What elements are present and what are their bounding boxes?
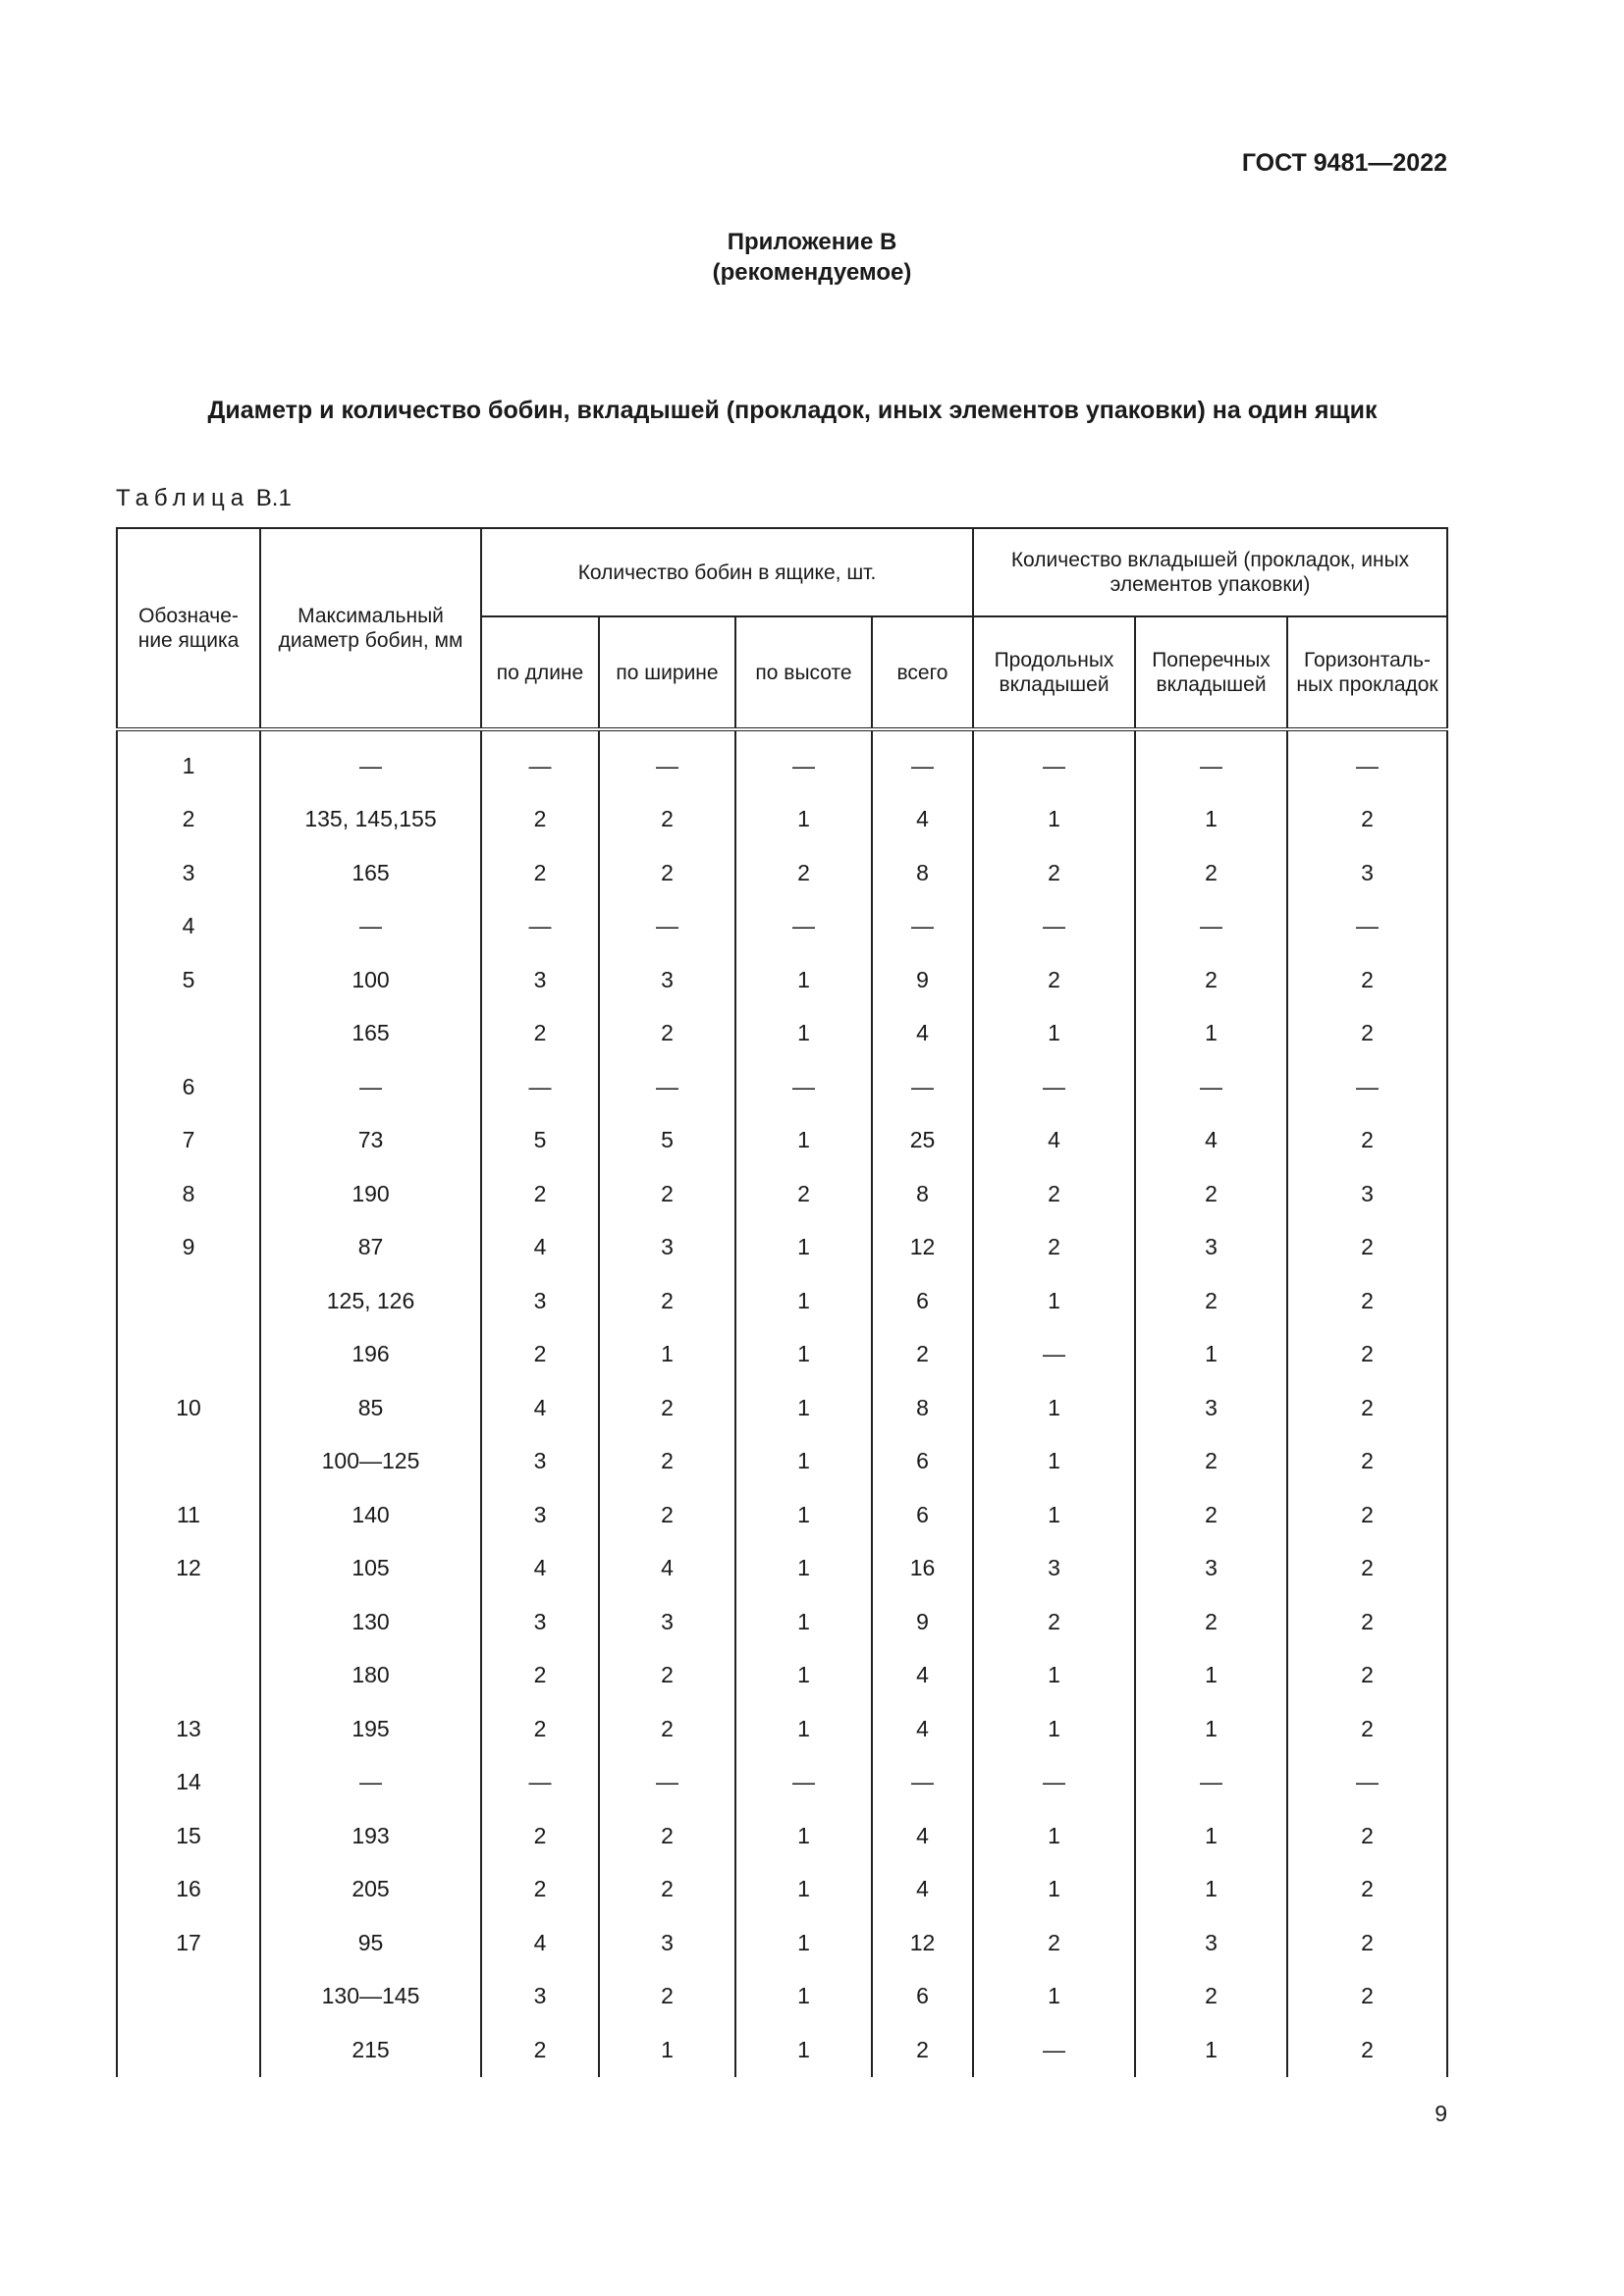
cell-transverse: 2 xyxy=(1135,1595,1287,1649)
cell-length: 4 xyxy=(481,1381,599,1435)
cell-box: 9 xyxy=(117,1221,260,1275)
cell-transverse: — xyxy=(1135,729,1287,793)
cell-total: 6 xyxy=(872,1970,973,2024)
cell-total: 8 xyxy=(872,846,973,900)
cell-length: 2 xyxy=(481,1007,599,1061)
cell-total: 9 xyxy=(872,1595,973,1649)
cell-longitudinal: 1 xyxy=(973,1488,1135,1542)
cell-horizontal: 2 xyxy=(1287,1542,1447,1596)
table-caption-word: Таблица xyxy=(116,485,250,511)
cell-transverse: 2 xyxy=(1135,846,1287,900)
cell-horizontal: 2 xyxy=(1287,1274,1447,1328)
cell-horizontal: 2 xyxy=(1287,1595,1447,1649)
table-row xyxy=(117,1114,1447,1168)
table-row xyxy=(117,1274,1447,1328)
cell-horizontal: 2 xyxy=(1287,1488,1447,1542)
table-row xyxy=(117,1702,1447,1756)
cell-width: 2 xyxy=(599,1167,735,1221)
table-row xyxy=(117,1809,1447,1863)
cell-box: 4 xyxy=(117,900,260,954)
cell-transverse: 3 xyxy=(1135,1221,1287,1275)
cell-height: 1 xyxy=(735,1863,872,1917)
cell-total: 4 xyxy=(872,1649,973,1703)
cell-longitudinal: — xyxy=(973,900,1135,954)
cell-box: 10 xyxy=(117,1381,260,1435)
cell-width: 5 xyxy=(599,1114,735,1168)
table-row xyxy=(117,1542,1447,1596)
cell-total: 8 xyxy=(872,1381,973,1435)
cell-box xyxy=(117,2023,260,2077)
document-code: ГОСТ 9481—2022 xyxy=(1241,149,1447,177)
cell-width: — xyxy=(599,1756,735,1810)
cell-width: 3 xyxy=(599,953,735,1007)
cell-longitudinal: 1 xyxy=(973,793,1135,847)
cell-box: 13 xyxy=(117,1702,260,1756)
cell-length: 5 xyxy=(481,1114,599,1168)
cell-diameter: 190 xyxy=(260,1167,481,1221)
cell-box: 16 xyxy=(117,1863,260,1917)
cell-horizontal: 2 xyxy=(1287,1007,1447,1061)
cell-box: 14 xyxy=(117,1756,260,1810)
header-bobbins-group: Количество бобин в ящике, шт. xyxy=(481,528,973,616)
cell-length: 2 xyxy=(481,846,599,900)
cell-longitudinal: 1 xyxy=(973,1435,1135,1489)
cell-height: 1 xyxy=(735,1916,872,1970)
cell-width: 2 xyxy=(599,1809,735,1863)
cell-height: 2 xyxy=(735,1167,872,1221)
table-row xyxy=(117,1863,1447,1917)
cell-width: 2 xyxy=(599,1007,735,1061)
cell-box: 17 xyxy=(117,1916,260,1970)
table-row xyxy=(117,1488,1447,1542)
cell-height: 1 xyxy=(735,793,872,847)
cell-diameter: 196 xyxy=(260,1328,481,1382)
cell-height: 1 xyxy=(735,2023,872,2077)
cell-transverse: 3 xyxy=(1135,1381,1287,1435)
cell-height: 1 xyxy=(735,1007,872,1061)
cell-longitudinal: 2 xyxy=(973,1221,1135,1275)
header-horizontal: Горизонталь-ных прокладок xyxy=(1287,616,1447,729)
cell-horizontal: — xyxy=(1287,1756,1447,1810)
table-row xyxy=(117,1435,1447,1489)
cell-horizontal: 3 xyxy=(1287,1167,1447,1221)
cell-transverse: 1 xyxy=(1135,1809,1287,1863)
cell-length: — xyxy=(481,1060,599,1114)
cell-box xyxy=(117,1595,260,1649)
cell-longitudinal: 2 xyxy=(973,846,1135,900)
cell-height: — xyxy=(735,729,872,793)
cell-height: 1 xyxy=(735,1114,872,1168)
cell-total: 2 xyxy=(872,1328,973,1382)
appendix-title: Приложение В xyxy=(727,229,897,255)
cell-width: 4 xyxy=(599,1542,735,1596)
cell-box: 3 xyxy=(117,846,260,900)
cell-length: 4 xyxy=(481,1221,599,1275)
cell-length: 2 xyxy=(481,1702,599,1756)
cell-horizontal: 2 xyxy=(1287,1916,1447,1970)
cell-transverse: 3 xyxy=(1135,1542,1287,1596)
cell-height: — xyxy=(735,900,872,954)
cell-total: — xyxy=(872,1756,973,1810)
cell-diameter: 85 xyxy=(260,1381,481,1435)
cell-diameter: 205 xyxy=(260,1863,481,1917)
cell-total: — xyxy=(872,900,973,954)
cell-diameter: 135, 145,155 xyxy=(260,793,481,847)
cell-box: 1 xyxy=(117,729,260,793)
cell-longitudinal: 2 xyxy=(973,953,1135,1007)
cell-height: 1 xyxy=(735,1488,872,1542)
cell-box: 7 xyxy=(117,1114,260,1168)
cell-horizontal: — xyxy=(1287,729,1447,793)
cell-diameter: 165 xyxy=(260,846,481,900)
cell-total: 12 xyxy=(872,1916,973,1970)
cell-longitudinal: 1 xyxy=(973,1007,1135,1061)
cell-width: 2 xyxy=(599,846,735,900)
cell-total: 16 xyxy=(872,1542,973,1596)
cell-total: 4 xyxy=(872,793,973,847)
cell-box: 15 xyxy=(117,1809,260,1863)
cell-transverse: 1 xyxy=(1135,2023,1287,2077)
page-number: 9 xyxy=(1435,2101,1447,2126)
table-row xyxy=(117,953,1447,1007)
table-row xyxy=(117,846,1447,900)
cell-longitudinal: 1 xyxy=(973,1649,1135,1703)
cell-width: 2 xyxy=(599,793,735,847)
cell-longitudinal: 1 xyxy=(973,1863,1135,1917)
cell-transverse: — xyxy=(1135,1060,1287,1114)
cell-horizontal: — xyxy=(1287,1060,1447,1114)
table-caption-number: В.1 xyxy=(255,485,292,511)
table-row xyxy=(117,1916,1447,1970)
cell-height: — xyxy=(735,1756,872,1810)
cell-length: 3 xyxy=(481,1595,599,1649)
cell-height: 1 xyxy=(735,953,872,1007)
cell-diameter: 100 xyxy=(260,953,481,1007)
cell-diameter: 130—145 xyxy=(260,1970,481,2024)
cell-diameter: 105 xyxy=(260,1542,481,1596)
cell-diameter: 140 xyxy=(260,1488,481,1542)
header-length: по длине xyxy=(481,616,599,729)
cell-length: 2 xyxy=(481,2023,599,2077)
cell-longitudinal: 2 xyxy=(973,1916,1135,1970)
appendix-heading xyxy=(0,227,1624,288)
cell-diameter: 73 xyxy=(260,1114,481,1168)
header-box: Обозначе-ние ящика xyxy=(117,528,260,729)
cell-transverse: 2 xyxy=(1135,1488,1287,1542)
cell-total: 6 xyxy=(872,1274,973,1328)
cell-length: 4 xyxy=(481,1542,599,1596)
cell-length: — xyxy=(481,1756,599,1810)
cell-horizontal: 2 xyxy=(1287,953,1447,1007)
cell-length: 3 xyxy=(481,953,599,1007)
cell-width: 3 xyxy=(599,1221,735,1275)
cell-diameter: 193 xyxy=(260,1809,481,1863)
cell-diameter: — xyxy=(260,1060,481,1114)
header-width: по ширине xyxy=(599,616,735,729)
cell-box xyxy=(117,1328,260,1382)
table-caption xyxy=(116,485,292,512)
table-row xyxy=(117,1595,1447,1649)
cell-longitudinal: — xyxy=(973,2023,1135,2077)
cell-transverse: 1 xyxy=(1135,793,1287,847)
cell-transverse: — xyxy=(1135,900,1287,954)
cell-height: 1 xyxy=(735,1595,872,1649)
cell-height: 1 xyxy=(735,1328,872,1382)
cell-total: 4 xyxy=(872,1863,973,1917)
cell-width: 2 xyxy=(599,1649,735,1703)
cell-longitudinal: — xyxy=(973,1060,1135,1114)
cell-box: 6 xyxy=(117,1060,260,1114)
cell-total: 12 xyxy=(872,1221,973,1275)
cell-longitudinal: 2 xyxy=(973,1167,1135,1221)
cell-total: 4 xyxy=(872,1007,973,1061)
cell-total: 6 xyxy=(872,1488,973,1542)
cell-total: — xyxy=(872,1060,973,1114)
cell-height: 1 xyxy=(735,1221,872,1275)
cell-height: 2 xyxy=(735,846,872,900)
cell-length: — xyxy=(481,900,599,954)
cell-total: 6 xyxy=(872,1435,973,1489)
cell-diameter: 180 xyxy=(260,1649,481,1703)
cell-width: 2 xyxy=(599,1488,735,1542)
cell-box xyxy=(117,1970,260,2024)
cell-transverse: 2 xyxy=(1135,1274,1287,1328)
cell-box: 8 xyxy=(117,1167,260,1221)
cell-transverse: 2 xyxy=(1135,1167,1287,1221)
cell-total: 25 xyxy=(872,1114,973,1168)
table-row xyxy=(117,729,1447,793)
cell-diameter: 215 xyxy=(260,2023,481,2077)
table-row xyxy=(117,1221,1447,1275)
cell-width: — xyxy=(599,729,735,793)
cell-diameter: 100—125 xyxy=(260,1435,481,1489)
header-inserts-group: Количество вкладышей (прокладок, иных элементов упаковки) xyxy=(973,528,1447,616)
cell-box: 12 xyxy=(117,1542,260,1596)
cell-transverse: 1 xyxy=(1135,1863,1287,1917)
cell-transverse: 2 xyxy=(1135,953,1287,1007)
cell-width: 2 xyxy=(599,1702,735,1756)
data-table xyxy=(116,527,1448,2077)
cell-width: 1 xyxy=(599,1328,735,1382)
cell-height: 1 xyxy=(735,1649,872,1703)
cell-horizontal: 2 xyxy=(1287,1809,1447,1863)
cell-horizontal: 2 xyxy=(1287,1328,1447,1382)
cell-total: 2 xyxy=(872,2023,973,2077)
header-diameter: Максимальный диаметр бобин, мм xyxy=(260,528,481,729)
cell-diameter: 165 xyxy=(260,1007,481,1061)
table-row xyxy=(117,793,1447,847)
cell-diameter: 125, 126 xyxy=(260,1274,481,1328)
cell-box xyxy=(117,1274,260,1328)
cell-length: — xyxy=(481,729,599,793)
cell-diameter: — xyxy=(260,900,481,954)
table-row xyxy=(117,1756,1447,1810)
cell-height: 1 xyxy=(735,1809,872,1863)
cell-width: 3 xyxy=(599,1595,735,1649)
cell-height: — xyxy=(735,1060,872,1114)
cell-longitudinal: 1 xyxy=(973,1970,1135,2024)
cell-longitudinal: — xyxy=(973,729,1135,793)
cell-horizontal: 2 xyxy=(1287,1649,1447,1703)
cell-transverse: 1 xyxy=(1135,1007,1287,1061)
cell-transverse: 1 xyxy=(1135,1649,1287,1703)
cell-horizontal: 2 xyxy=(1287,1702,1447,1756)
cell-width: 2 xyxy=(599,1274,735,1328)
cell-diameter: — xyxy=(260,729,481,793)
cell-width: 1 xyxy=(599,2023,735,2077)
cell-horizontal: 2 xyxy=(1287,1970,1447,2024)
cell-longitudinal: 3 xyxy=(973,1542,1135,1596)
cell-longitudinal: 1 xyxy=(973,1381,1135,1435)
cell-diameter: 87 xyxy=(260,1221,481,1275)
cell-total: 9 xyxy=(872,953,973,1007)
cell-height: 1 xyxy=(735,1970,872,2024)
cell-height: 1 xyxy=(735,1702,872,1756)
cell-height: 1 xyxy=(735,1381,872,1435)
cell-length: 2 xyxy=(481,1809,599,1863)
cell-horizontal: 2 xyxy=(1287,2023,1447,2077)
appendix-subtitle: (рекомендуемое) xyxy=(712,259,912,286)
cell-diameter: 95 xyxy=(260,1916,481,1970)
table-row xyxy=(117,1381,1447,1435)
cell-transverse: — xyxy=(1135,1756,1287,1810)
cell-total: 4 xyxy=(872,1809,973,1863)
cell-length: 3 xyxy=(481,1274,599,1328)
cell-horizontal: 2 xyxy=(1287,1435,1447,1489)
cell-box xyxy=(117,1435,260,1489)
cell-longitudinal: — xyxy=(973,1756,1135,1810)
table-header-row xyxy=(117,528,1447,616)
table-row xyxy=(117,1060,1447,1114)
cell-transverse: 1 xyxy=(1135,1702,1287,1756)
cell-length: 2 xyxy=(481,793,599,847)
cell-longitudinal: 1 xyxy=(973,1702,1135,1756)
cell-height: 1 xyxy=(735,1274,872,1328)
cell-transverse: 1 xyxy=(1135,1328,1287,1382)
cell-diameter: 195 xyxy=(260,1702,481,1756)
cell-width: 2 xyxy=(599,1435,735,1489)
header-height: по высоте xyxy=(735,616,872,729)
table-row xyxy=(117,2023,1447,2077)
table-body xyxy=(117,729,1447,2077)
cell-width: 2 xyxy=(599,1381,735,1435)
cell-transverse: 2 xyxy=(1135,1970,1287,2024)
header-total: всего xyxy=(872,616,973,729)
cell-horizontal: 2 xyxy=(1287,1221,1447,1275)
cell-length: 2 xyxy=(481,1863,599,1917)
cell-transverse: 2 xyxy=(1135,1435,1287,1489)
cell-length: 2 xyxy=(481,1328,599,1382)
cell-horizontal: 2 xyxy=(1287,1863,1447,1917)
section-title: Диаметр и количество бобин, вкладышей (прокладок, иных элементов упаковки) на один ящик xyxy=(207,397,1378,424)
cell-longitudinal: 4 xyxy=(973,1114,1135,1168)
table-row xyxy=(117,1970,1447,2024)
cell-transverse: 4 xyxy=(1135,1114,1287,1168)
cell-box xyxy=(117,1007,260,1061)
cell-longitudinal: 2 xyxy=(973,1595,1135,1649)
cell-length: 2 xyxy=(481,1649,599,1703)
cell-width: 3 xyxy=(599,1916,735,1970)
table-row xyxy=(117,1649,1447,1703)
header-longitudinal: Продольных вкладышей xyxy=(973,616,1135,729)
cell-horizontal: 3 xyxy=(1287,846,1447,900)
cell-length: 3 xyxy=(481,1970,599,2024)
cell-total: — xyxy=(872,729,973,793)
cell-diameter: 130 xyxy=(260,1595,481,1649)
table-row xyxy=(117,1328,1447,1382)
cell-total: 8 xyxy=(872,1167,973,1221)
cell-transverse: 3 xyxy=(1135,1916,1287,1970)
cell-box: 5 xyxy=(117,953,260,1007)
cell-longitudinal: — xyxy=(973,1328,1135,1382)
table-row xyxy=(117,900,1447,954)
cell-horizontal: 2 xyxy=(1287,1114,1447,1168)
cell-length: 2 xyxy=(481,1167,599,1221)
cell-box: 11 xyxy=(117,1488,260,1542)
cell-longitudinal: 1 xyxy=(973,1809,1135,1863)
table-row xyxy=(117,1007,1447,1061)
cell-horizontal: 2 xyxy=(1287,793,1447,847)
cell-box xyxy=(117,1649,260,1703)
cell-total: 4 xyxy=(872,1702,973,1756)
cell-height: 1 xyxy=(735,1435,872,1489)
cell-length: 3 xyxy=(481,1435,599,1489)
table-row xyxy=(117,1167,1447,1221)
cell-width: 2 xyxy=(599,1970,735,2024)
cell-length: 3 xyxy=(481,1488,599,1542)
cell-width: — xyxy=(599,900,735,954)
cell-diameter: — xyxy=(260,1756,481,1810)
cell-box: 2 xyxy=(117,793,260,847)
header-transverse: Поперечных вкладышей xyxy=(1135,616,1287,729)
cell-width: 2 xyxy=(599,1863,735,1917)
cell-length: 4 xyxy=(481,1916,599,1970)
cell-horizontal: 2 xyxy=(1287,1381,1447,1435)
cell-longitudinal: 1 xyxy=(973,1274,1135,1328)
cell-height: 1 xyxy=(735,1542,872,1596)
cell-width: — xyxy=(599,1060,735,1114)
cell-horizontal: — xyxy=(1287,900,1447,954)
